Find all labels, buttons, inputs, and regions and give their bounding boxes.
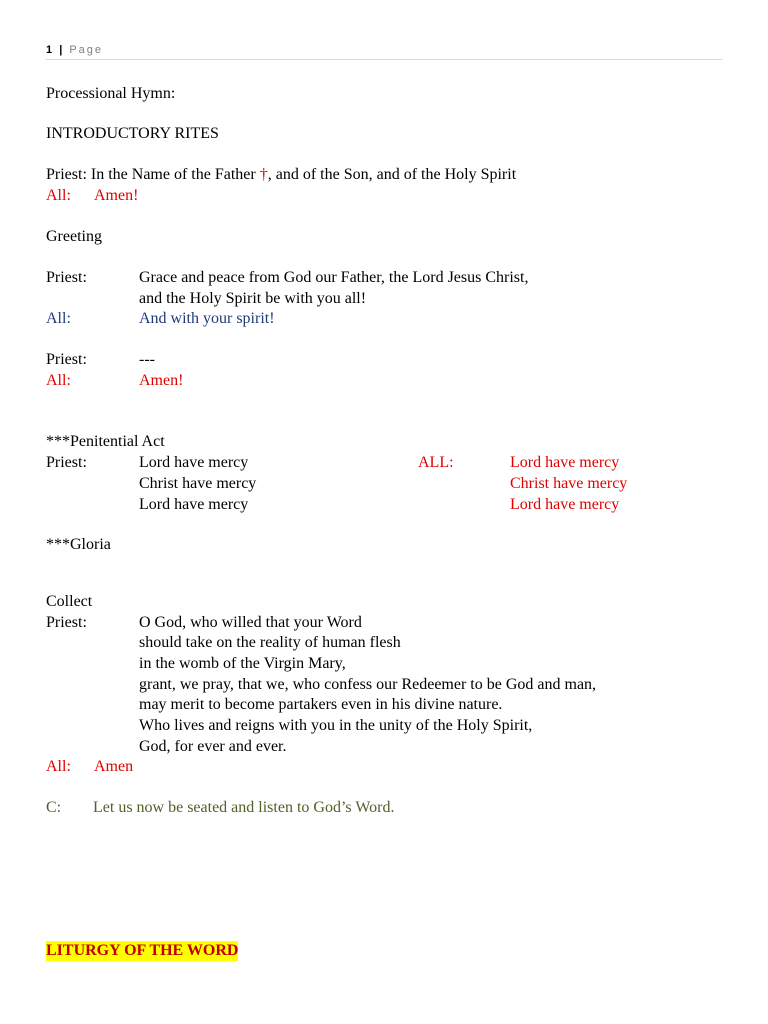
all-kyrie-line: Lord have mercy [510, 454, 620, 471]
priest-kyrie-line: Christ have mercy [139, 475, 257, 492]
all-response: Amen! [94, 187, 139, 204]
cross-icon: † [259, 166, 268, 183]
collect-line: in the womb of the Virgin Mary, [139, 655, 346, 672]
priest-label: Priest: [46, 614, 87, 631]
gloria-heading: ***Gloria [46, 536, 111, 553]
priest-invocation-start: Priest: In the Name of the Father [46, 166, 256, 183]
penitential-act-heading: ***Penitential Act [46, 433, 165, 450]
priest-kyrie-line: Lord have mercy [139, 454, 249, 471]
all-label: All: [46, 758, 71, 775]
introductory-rites-heading: INTRODUCTORY RITES [46, 125, 219, 142]
collect-line: Who lives and reigns with you in the unity of the Holy Spirit, [139, 717, 533, 734]
page-number: 1 [46, 44, 55, 56]
page-separator: | [59, 44, 65, 56]
priest-invocation-end: , and of the Son, and of the Holy Spirit [267, 166, 517, 183]
all-kyrie-line: Lord have mercy [510, 496, 620, 513]
page-header [46, 44, 722, 60]
greeting-line: and the Holy Spirit be with you all! [139, 290, 367, 307]
all-response: Amen [94, 758, 134, 775]
priest-label: Priest: [46, 269, 87, 286]
commentator-label: C: [46, 799, 62, 816]
commentator-instruction: Let us now be seated and listen to God’s Word. [93, 799, 395, 816]
collect-line: grant, we pray, that we, who confess our Redeemer to be God and man, [139, 676, 597, 693]
greeting-line: Grace and peace from God our Father, the Lord Jesus Christ, [139, 269, 529, 286]
priest-label: Priest: [46, 454, 87, 471]
collect-line: should take on the reality of human flesh [139, 634, 401, 651]
processional-hymn: Processional Hymn: [46, 85, 176, 102]
priest-text: --- [139, 351, 155, 368]
all-response: Amen! [139, 372, 184, 389]
all-label: ALL: [418, 454, 454, 471]
page-label: Page [69, 44, 104, 56]
priest-kyrie-line: Lord have mercy [139, 496, 249, 513]
collect-line: O God, who willed that your Word [139, 614, 362, 631]
all-label: All: [46, 310, 71, 327]
all-kyrie-line: Christ have mercy [510, 475, 628, 492]
collect-heading: Collect [46, 593, 93, 610]
all-response: And with your spirit! [139, 310, 275, 327]
collect-line: God, for ever and ever. [139, 738, 287, 755]
greeting-heading: Greeting [46, 228, 102, 245]
collect-line: may merit to become partakers even in his divine nature. [139, 696, 503, 713]
sign-of-cross-line [46, 165, 516, 185]
all-label: All: [46, 187, 71, 204]
priest-label: Priest: [46, 351, 87, 368]
liturgy-of-the-word-heading: LITURGY OF THE WORD [46, 942, 239, 959]
all-label: All: [46, 372, 71, 389]
